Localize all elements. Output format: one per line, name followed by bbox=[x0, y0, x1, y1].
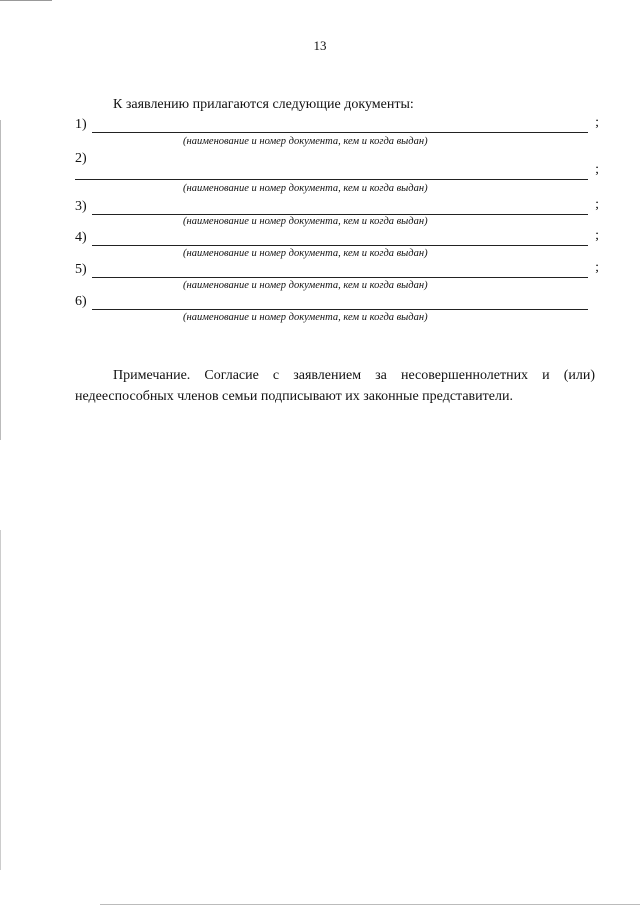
note-paragraph: Примечание. Согласие с заявлением за несовершеннолетних и (или) недееспособных членов семьи подписывают их законные представители. bbox=[75, 368, 595, 404]
field-caption: (наименование и номер документа, кем и когда выдан) bbox=[183, 183, 428, 194]
fill-in-line[interactable] bbox=[92, 214, 588, 215]
item-number: 4) bbox=[75, 230, 87, 245]
item-number: 1) bbox=[75, 117, 87, 132]
field-caption: (наименование и номер документа, кем и когда выдан) bbox=[183, 136, 428, 147]
item-number: 3) bbox=[75, 199, 87, 214]
fill-in-line[interactable] bbox=[92, 245, 588, 246]
page-number: 13 bbox=[313, 38, 327, 53]
fill-in-line[interactable] bbox=[92, 277, 588, 278]
document-item-3 bbox=[75, 199, 603, 217]
item-end-mark: ; bbox=[595, 162, 599, 177]
item-end-mark: ; bbox=[595, 115, 599, 130]
document-item-6 bbox=[75, 294, 603, 312]
document-item-2-line bbox=[75, 164, 603, 182]
field-caption: (наименование и номер документа, кем и когда выдан) bbox=[183, 280, 428, 291]
item-end-mark: ; bbox=[595, 197, 599, 212]
scan-edge-top bbox=[0, 0, 52, 1]
item-end-mark: ; bbox=[595, 228, 599, 243]
item-number: 5) bbox=[75, 262, 87, 277]
item-end-mark: ; bbox=[595, 260, 599, 275]
document-item-5 bbox=[75, 262, 603, 280]
document-item-1 bbox=[75, 117, 603, 135]
fill-in-line[interactable] bbox=[92, 132, 588, 133]
scan-edge-left-lower bbox=[0, 530, 1, 870]
document-item-4 bbox=[75, 230, 603, 248]
item-number: 2) bbox=[75, 151, 87, 166]
field-caption: (наименование и номер документа, кем и когда выдан) bbox=[183, 248, 428, 259]
fill-in-line[interactable] bbox=[92, 309, 588, 310]
field-caption: (наименование и номер документа, кем и когда выдан) bbox=[183, 312, 428, 323]
fill-in-line[interactable] bbox=[75, 179, 588, 180]
field-caption: (наименование и номер документа, кем и когда выдан) bbox=[183, 216, 428, 227]
scan-edge-left bbox=[0, 120, 1, 440]
attachments-intro: К заявлению прилагаются следующие документы: bbox=[113, 97, 414, 112]
item-number: 6) bbox=[75, 294, 87, 309]
